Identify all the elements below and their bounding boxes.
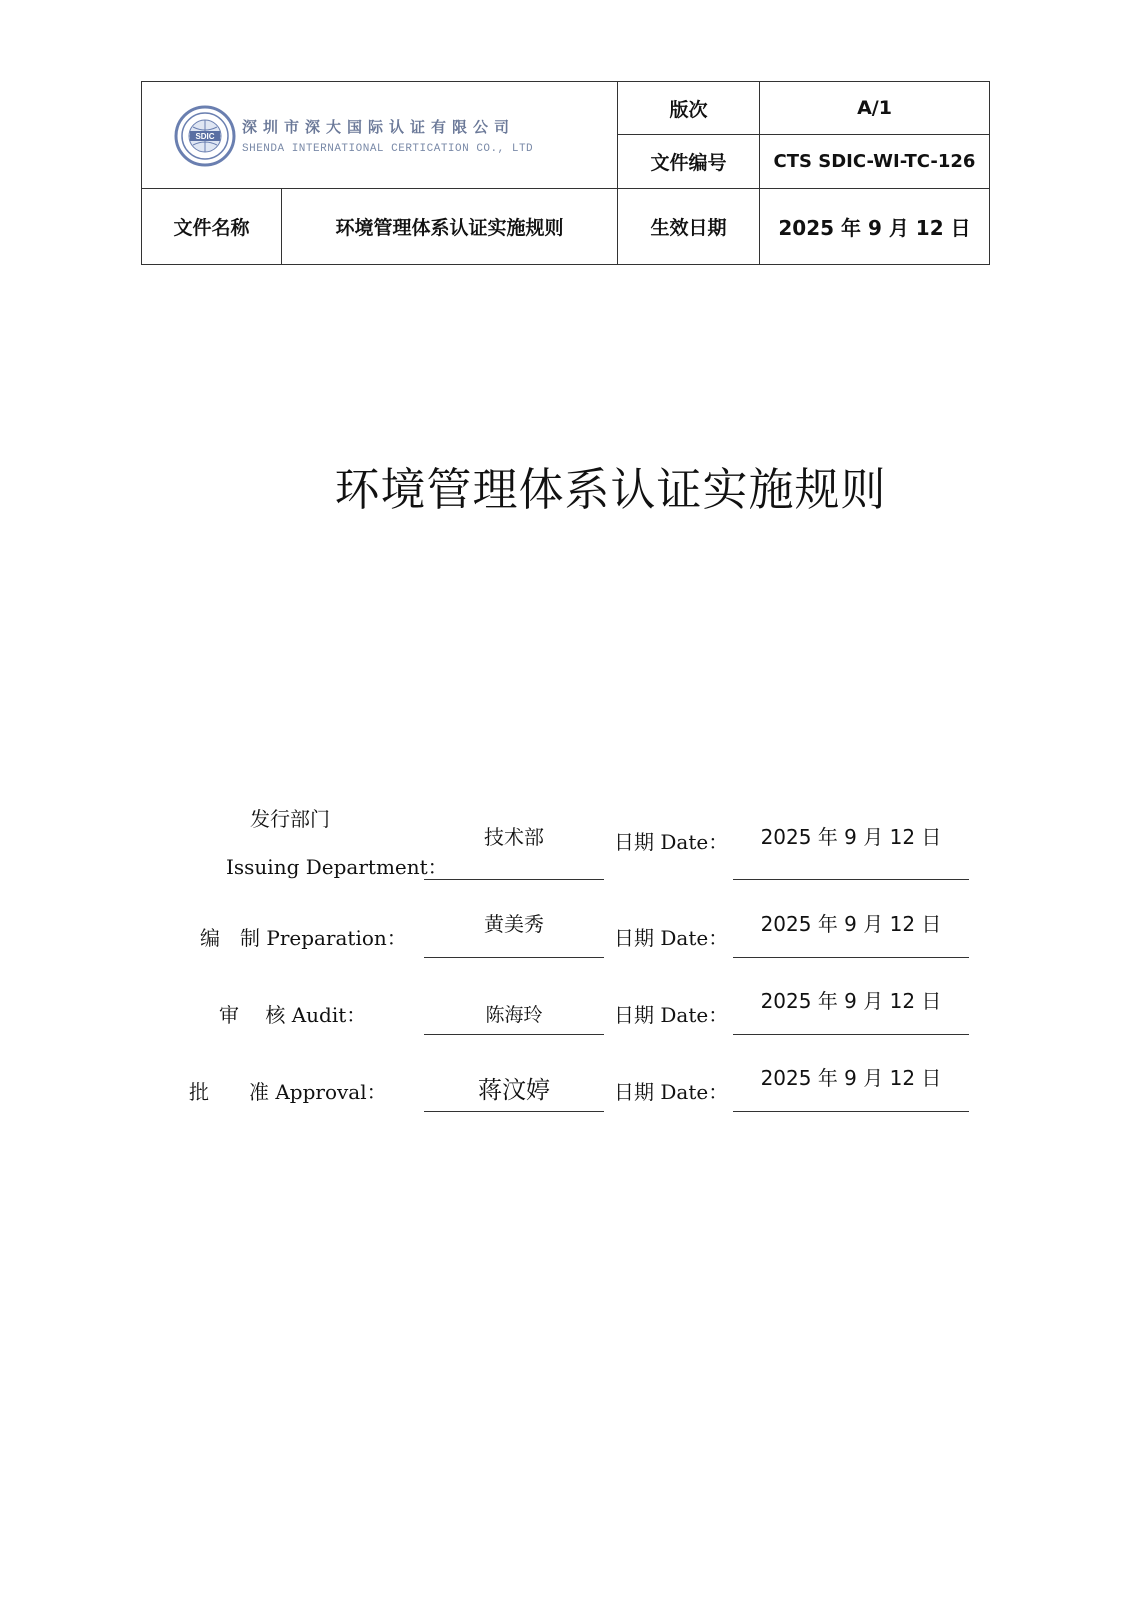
- signature-line: [424, 1111, 604, 1112]
- doc-name-value: 环境管理体系认证实施规则: [335, 217, 564, 239]
- signature-line: [424, 957, 604, 958]
- effective-date-label: 生效日期: [650, 217, 727, 239]
- doc-number-label: 文件编号: [650, 152, 727, 174]
- date-label: 日期 Date：: [614, 1080, 729, 1104]
- audit-label: 审 核 Audit：: [219, 1003, 367, 1027]
- issuing-dept-value: 技术部: [484, 825, 544, 849]
- date-line: [733, 1034, 969, 1035]
- signature-line: [424, 879, 604, 880]
- date-label: 日期 Date：: [614, 1003, 729, 1027]
- preparation-signature: 黄美秀: [484, 912, 544, 936]
- preparation-label: 编 制 Preparation：: [200, 926, 407, 950]
- version-value: A/1: [857, 97, 892, 119]
- version-label: 版次: [669, 98, 708, 121]
- document-title: 环境管理体系认证实施规则: [334, 463, 887, 516]
- issuing-dept-label-en: Issuing Department：: [226, 855, 448, 879]
- issuing-date-value: 2025 年 9 月 12 日: [760, 825, 942, 849]
- audit-date-value: 2025 年 9 月 12 日: [760, 989, 942, 1013]
- document-header-table: [141, 81, 990, 265]
- effective-date-value: 2025 年 9 月 12 日: [778, 216, 971, 240]
- approval-label: 批 准 Approval：: [189, 1080, 387, 1104]
- doc-name-label: 文件名称: [173, 217, 250, 239]
- issuing-dept-label-cn: 发行部门: [250, 807, 330, 831]
- company-seal-icon: [174, 105, 236, 167]
- company-logo: [142, 82, 618, 189]
- svg-text:SDIC: SDIC: [195, 131, 215, 141]
- company-name-cn: 深圳市深大国际认证有限公司: [242, 118, 516, 136]
- company-name-en: SHENDA INTERNATIONAL CERTICATION CO., LTD: [242, 143, 534, 155]
- doc-number-value: CTS SDIC-WI-TC-126: [773, 151, 976, 172]
- date-line: [733, 957, 969, 958]
- approval-date-value: 2025 年 9 月 12 日: [760, 1066, 942, 1090]
- audit-signature: 陈海玲: [485, 1004, 543, 1026]
- date-line: [733, 879, 969, 880]
- approval-signature: 蒋汶婷: [478, 1076, 550, 1104]
- preparation-date-value: 2025 年 9 月 12 日: [760, 912, 942, 936]
- date-line: [733, 1111, 969, 1112]
- signature-line: [424, 1034, 604, 1035]
- date-label: 日期 Date：: [614, 926, 729, 950]
- date-label: 日期 Date：: [614, 830, 729, 854]
